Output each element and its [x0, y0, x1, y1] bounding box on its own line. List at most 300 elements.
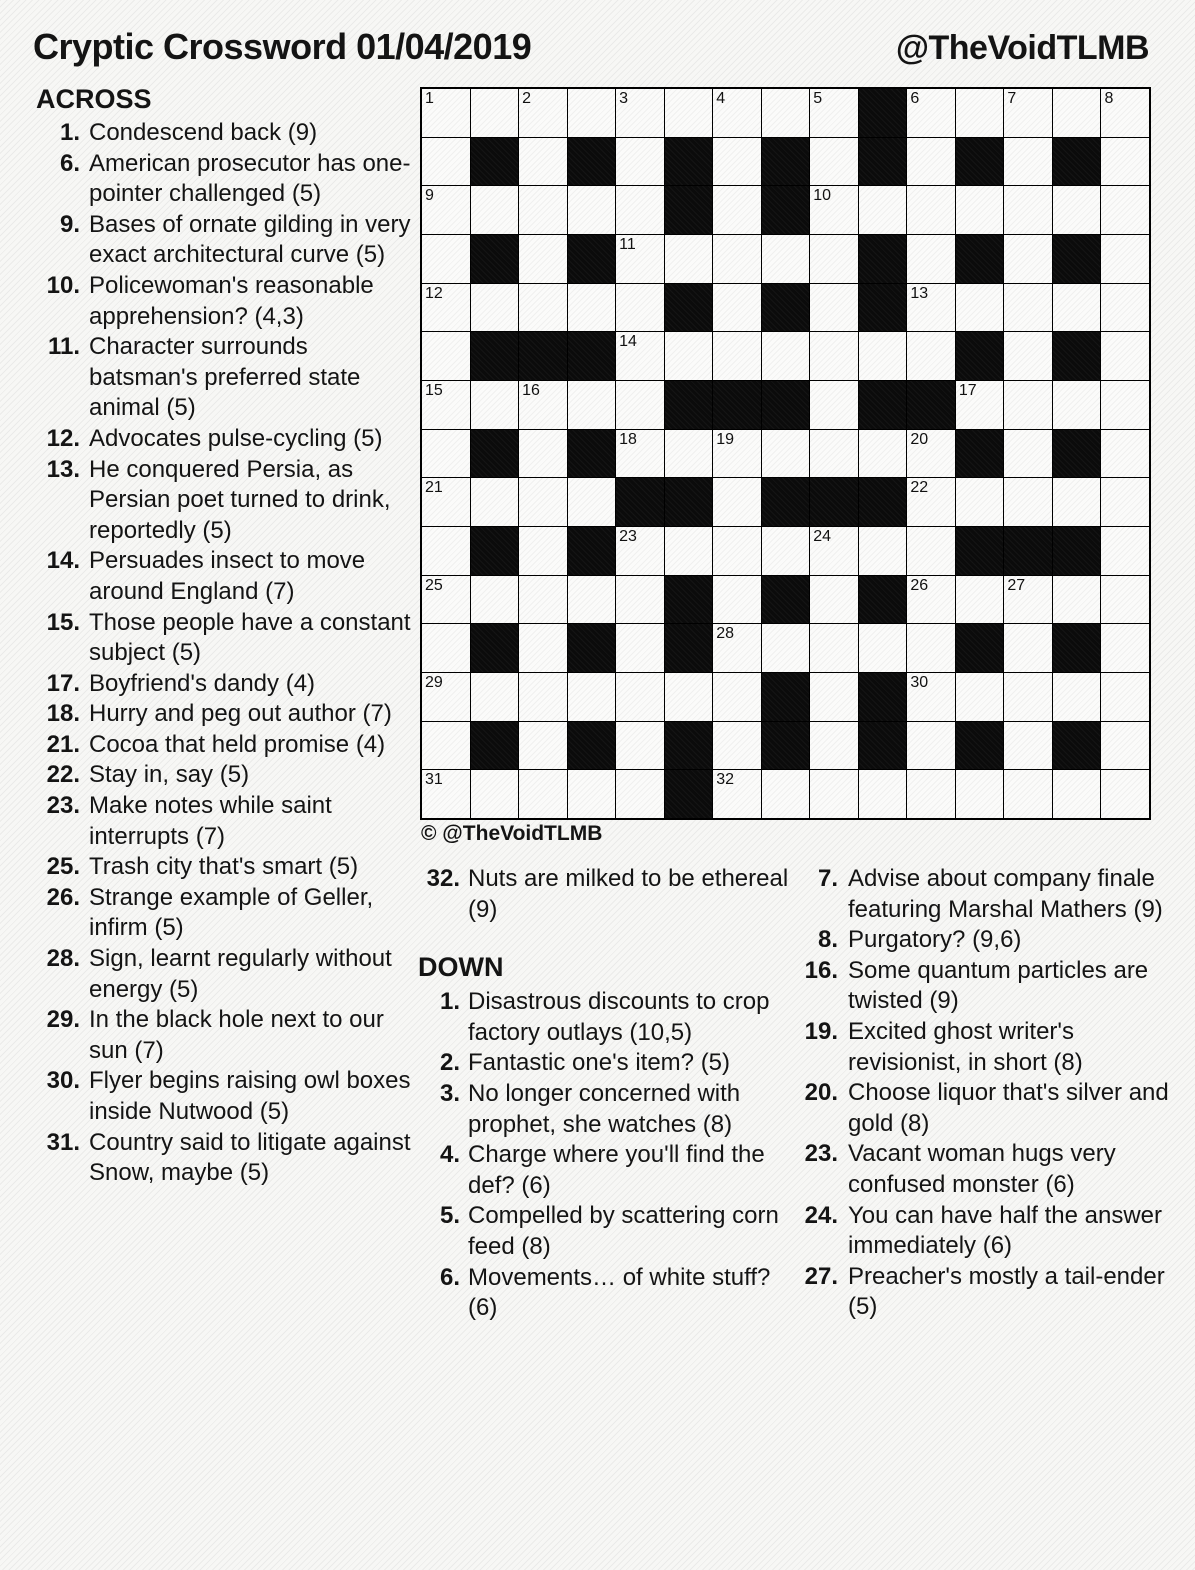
clue-number: 12. — [46, 424, 80, 452]
grid-cell-black — [568, 138, 616, 186]
grid-cell — [568, 381, 616, 429]
grid-cell — [568, 673, 616, 721]
grid-cell — [616, 186, 664, 234]
grid-cell — [519, 89, 567, 137]
clue-item — [36, 455, 413, 547]
grid-cell-black — [762, 478, 810, 526]
grid-cell — [519, 576, 567, 624]
grid-cell — [956, 89, 1004, 137]
clue-item — [36, 1066, 413, 1127]
grid-cell — [859, 624, 907, 672]
down-clue-list-1 — [418, 987, 804, 1324]
clue-text: Choose liquor that's silver and gold (8) — [848, 1079, 1169, 1137]
grid-cell-black — [471, 722, 519, 770]
grid-cell — [519, 284, 567, 332]
grid-cell — [568, 478, 616, 526]
grid-cell — [859, 430, 907, 478]
grid-cell — [762, 89, 810, 137]
grid-cell — [422, 624, 470, 672]
grid-cell-black — [956, 527, 1004, 575]
grid-cell-black — [568, 527, 616, 575]
grid-cell-black — [1053, 332, 1101, 380]
clue-item — [36, 883, 413, 944]
grid-cell — [519, 430, 567, 478]
grid-cell-black — [568, 624, 616, 672]
grid-cell-black — [568, 430, 616, 478]
grid-cell — [471, 673, 519, 721]
grid-cell — [519, 673, 567, 721]
grid-cell-black — [859, 673, 907, 721]
grid-cell-black — [1004, 527, 1052, 575]
grid-cell — [859, 332, 907, 380]
clue-text: Purgatory? (9,6) — [848, 926, 1022, 954]
clue-item — [795, 864, 1171, 925]
grid-cell — [1004, 430, 1052, 478]
grid-cell — [471, 89, 519, 137]
grid-cell — [519, 381, 567, 429]
grid-cell-black — [471, 138, 519, 186]
grid-cell — [422, 235, 470, 283]
clue-item — [36, 669, 413, 700]
cell-number: 11 — [619, 236, 636, 253]
grid-cell — [1004, 624, 1052, 672]
grid-cell — [519, 527, 567, 575]
clue-item — [418, 1048, 804, 1079]
clue-number: 24. — [804, 1201, 838, 1229]
grid-cell — [471, 284, 519, 332]
clue-number: 17. — [46, 669, 80, 697]
cell-number: 23 — [619, 528, 637, 545]
clue-number: 9. — [59, 210, 80, 238]
clue-text: Disastrous discounts to crop factory outlays (10,5) — [468, 988, 770, 1046]
clue-item — [36, 546, 413, 607]
grid-cell — [762, 624, 810, 672]
grid-cell-black — [665, 186, 713, 234]
grid-cell — [519, 478, 567, 526]
clue-number: 30. — [46, 1067, 80, 1095]
grid-cell — [422, 478, 470, 526]
cell-number: 5 — [813, 90, 823, 107]
right-clues-column — [795, 864, 1171, 1323]
clue-item — [36, 210, 413, 271]
grid-cell — [810, 235, 858, 283]
grid-cell-black — [713, 381, 761, 429]
grid-cell-black — [859, 235, 907, 283]
cell-number: 14 — [619, 333, 637, 351]
grid-cell — [422, 138, 470, 186]
grid-cell — [810, 186, 858, 234]
grid-cell — [422, 89, 470, 137]
grid-cell — [1101, 235, 1149, 283]
clue-text: Movements… of white stuff? (6) — [468, 1263, 771, 1322]
grid-cell — [713, 186, 761, 234]
grid-cell-black — [471, 430, 519, 478]
grid-cell — [616, 381, 664, 429]
author-handle: @TheVoidTLMB — [895, 29, 1149, 67]
clue-number: 15. — [46, 608, 80, 636]
clue-item — [418, 987, 804, 1048]
grid-cell-black — [762, 284, 810, 332]
grid-cell-black — [1053, 430, 1101, 478]
clue-item — [36, 149, 413, 210]
grid-cell — [762, 770, 810, 818]
grid-cell-black — [519, 332, 567, 380]
grid-cell-black — [859, 138, 907, 186]
grid-cell — [665, 430, 713, 478]
cell-number: 4 — [716, 90, 726, 107]
clue-text: Sign, learnt regularly without energy (5) — [89, 945, 392, 1003]
clue-number: 5. — [439, 1202, 460, 1230]
cell-number: 30 — [910, 674, 929, 691]
clue-number: 1. — [59, 119, 80, 146]
grid-cell — [713, 722, 761, 770]
grid-cell — [810, 430, 858, 478]
grid-cell — [810, 332, 858, 380]
grid-cell-black — [956, 722, 1004, 770]
grid-cell — [713, 770, 761, 818]
grid-cell — [616, 527, 664, 575]
clue-text: Hurry and peg out author (7) — [89, 700, 392, 728]
clue-text: No longer concerned with prophet, she watches (8) — [468, 1079, 741, 1138]
grid-cell — [907, 186, 955, 234]
across-continued-list — [418, 864, 804, 925]
grid-cell — [1101, 624, 1149, 672]
grid-cell — [568, 89, 616, 137]
grid-cell-black — [471, 624, 519, 672]
grid-cell-black — [956, 430, 1004, 478]
clue-text: Advise about company finale featuring Marshal Mathers (9) — [848, 865, 1163, 923]
grid-cell — [810, 576, 858, 624]
grid-cell — [1004, 332, 1052, 380]
clue-text: Stay in, say (5) — [89, 761, 250, 789]
clue-item — [418, 1201, 804, 1262]
grid-cell-black — [1053, 722, 1101, 770]
grid-cell — [713, 624, 761, 672]
clue-item — [36, 760, 413, 791]
grid-cell — [762, 235, 810, 283]
grid-cell — [422, 381, 470, 429]
clue-text: In the black hole next to our sun (7) — [89, 1006, 384, 1064]
clue-text: Vacant woman hugs very confused monster (6) — [848, 1140, 1116, 1198]
clue-number: 8. — [817, 926, 838, 954]
grid-cell-black — [1053, 624, 1101, 672]
clue-text: He conquered Persia, as Persian poet turned to drink, reportedly (5) — [89, 455, 391, 544]
grid-cell — [907, 284, 955, 332]
cell-number: 13 — [910, 284, 929, 302]
clue-text: Nuts are milked to be ethereal (9) — [468, 865, 789, 923]
grid-cell — [1101, 186, 1149, 234]
grid-cell-black — [810, 478, 858, 526]
grid-cell — [810, 527, 858, 575]
cell-number: 24 — [813, 528, 832, 545]
grid-cell — [422, 332, 470, 380]
grid-cell — [713, 89, 761, 137]
clue-item — [36, 1128, 413, 1189]
clue-item — [795, 956, 1171, 1017]
page-title: Cryptic Crossword 01/04/2019 — [33, 26, 532, 67]
crossword-grid — [420, 87, 1151, 820]
clue-text: Excited ghost writer's revisionist, in short (8) — [848, 1017, 1083, 1076]
clue-number: 18. — [46, 700, 80, 728]
grid-cell-black — [859, 381, 907, 429]
cell-number: 7 — [1007, 90, 1017, 107]
grid-cell — [907, 673, 955, 721]
clue-number: 19. — [804, 1017, 838, 1045]
grid-cell — [471, 770, 519, 818]
grid-cell — [616, 430, 664, 478]
clue-item — [36, 944, 413, 1005]
grid-cell — [616, 138, 664, 186]
grid-cell-black — [762, 673, 810, 721]
grid-cell — [713, 478, 761, 526]
grid-cell-black — [956, 332, 1004, 380]
clue-text: Some quantum particles are twisted (9) — [848, 956, 1149, 1015]
grid-cell — [762, 332, 810, 380]
clue-number: 2. — [439, 1049, 460, 1077]
cell-number: 25 — [425, 576, 443, 594]
grid-cell — [1101, 381, 1149, 429]
clue-number: 23. — [46, 792, 80, 820]
cell-number: 12 — [425, 284, 443, 302]
grid-cell — [422, 673, 470, 721]
grid-cell-black — [1053, 527, 1101, 575]
grid-cell — [665, 332, 713, 380]
grid-cell — [810, 624, 858, 672]
grid-cell — [616, 673, 664, 721]
grid-cell — [907, 722, 955, 770]
clue-number: 14. — [46, 547, 80, 575]
grid-cell — [713, 430, 761, 478]
grid-cell — [1053, 89, 1101, 137]
clue-text: Persuades insect to move around England (7) — [89, 547, 366, 605]
grid-cell — [1053, 478, 1101, 526]
clue-number: 13. — [46, 455, 80, 483]
clue-number: 4. — [439, 1141, 460, 1169]
clue-number: 23. — [804, 1140, 838, 1168]
grid-cell — [568, 770, 616, 818]
grid-cell — [616, 576, 664, 624]
grid-cell — [956, 576, 1004, 624]
cell-number: 21 — [425, 479, 443, 497]
grid-cell — [471, 381, 519, 429]
grid-cell — [665, 235, 713, 283]
clue-text: Boyfriend's dandy (4) — [89, 669, 316, 697]
clue-number: 28. — [46, 945, 80, 973]
clue-number: 11. — [47, 333, 80, 361]
grid-cell-black — [665, 770, 713, 818]
grid-cell — [519, 138, 567, 186]
grid-cell — [1101, 89, 1149, 137]
grid-cell — [859, 186, 907, 234]
clue-item — [36, 608, 413, 669]
clue-text: Cocoa that held promise (4) — [89, 730, 386, 758]
grid-cell — [1004, 673, 1052, 721]
clue-item — [418, 1263, 804, 1324]
grid-cell — [956, 186, 1004, 234]
cell-number: 22 — [910, 479, 929, 497]
grid-cell-black — [568, 235, 616, 283]
clue-item — [36, 1005, 413, 1066]
grid-cell — [713, 138, 761, 186]
grid-cell — [1004, 284, 1052, 332]
cell-number: 18 — [619, 430, 637, 448]
grid-cell — [810, 770, 858, 818]
grid-cell-black — [471, 332, 519, 380]
grid-cell — [616, 332, 664, 380]
grid-cell — [713, 576, 761, 624]
grid-cell — [1053, 673, 1101, 721]
grid-cell-black — [665, 722, 713, 770]
grid-cell-black — [665, 138, 713, 186]
grid-cell — [713, 284, 761, 332]
clue-item — [36, 424, 413, 455]
grid-cell — [713, 527, 761, 575]
grid-cell — [713, 235, 761, 283]
grid-cell — [907, 624, 955, 672]
grid-cell — [568, 576, 616, 624]
clue-number: 3. — [439, 1079, 460, 1107]
grid-cell — [616, 722, 664, 770]
grid-cell — [859, 770, 907, 818]
grid-cell — [519, 186, 567, 234]
clue-number: 27. — [804, 1262, 838, 1290]
clue-item — [795, 1078, 1171, 1139]
grid-cell — [1101, 722, 1149, 770]
clue-number: 7. — [817, 865, 838, 892]
copyright-line: © @TheVoidTLMB — [421, 822, 603, 845]
grid-cell — [907, 576, 955, 624]
grid-cell — [422, 186, 470, 234]
clue-number: 26. — [46, 883, 80, 911]
grid-cell — [762, 527, 810, 575]
grid-cell — [810, 89, 858, 137]
clue-item — [36, 699, 413, 730]
grid-cell — [422, 770, 470, 818]
grid-cell-black — [907, 381, 955, 429]
grid-cell — [810, 722, 858, 770]
grid-cell — [1004, 89, 1052, 137]
grid-cell — [616, 235, 664, 283]
clue-text: Condescend back (9) — [89, 119, 318, 146]
clue-number: 29. — [46, 1006, 80, 1034]
grid-cell-black — [762, 186, 810, 234]
grid-cell — [1004, 576, 1052, 624]
grid-cell-black — [665, 576, 713, 624]
grid-cell-black — [616, 478, 664, 526]
clue-text: American prosecutor has one-pointer challenged (5) — [89, 149, 411, 208]
grid-cell — [907, 235, 955, 283]
cell-number: 8 — [1104, 90, 1114, 107]
clue-text: Those people have a constant subject (5) — [89, 608, 411, 667]
clue-text: Character surrounds batsman's preferred state animal (5) — [89, 333, 361, 422]
grid-cell — [907, 478, 955, 526]
clue-item — [418, 1079, 804, 1140]
across-heading: ACROSS — [36, 84, 152, 114]
grid-cell — [422, 527, 470, 575]
grid-cell — [1101, 138, 1149, 186]
grid-cell — [616, 770, 664, 818]
grid-cell — [1004, 235, 1052, 283]
grid-cell — [422, 576, 470, 624]
grid-cell — [568, 186, 616, 234]
grid-cell — [1101, 284, 1149, 332]
clue-item — [795, 925, 1171, 956]
grid-cell-black — [762, 381, 810, 429]
grid-cell — [956, 381, 1004, 429]
clue-text: Policewoman's reasonable apprehension? (4,3) — [89, 271, 374, 330]
grid-cell — [1053, 381, 1101, 429]
clue-item — [36, 791, 413, 852]
clue-number: 21. — [46, 730, 80, 758]
grid-cell — [810, 381, 858, 429]
clue-number: 31. — [46, 1128, 80, 1156]
across-clue-list — [36, 118, 413, 1189]
grid-cell — [519, 235, 567, 283]
clue-text: Bases of ornate gilding in very exact architectural curve (5) — [89, 210, 411, 269]
grid-cell — [859, 527, 907, 575]
grid-cell — [1004, 770, 1052, 818]
clue-item — [795, 1262, 1171, 1323]
clue-number: 6. — [59, 149, 80, 177]
grid-cell-black — [471, 527, 519, 575]
grid-cell-black — [1053, 235, 1101, 283]
clue-text: Compelled by scattering corn feed (8) — [468, 1202, 779, 1260]
clue-item — [36, 271, 413, 332]
clue-item — [795, 1201, 1171, 1262]
grid-cell — [1053, 186, 1101, 234]
middle-clues-column — [418, 864, 804, 1324]
grid-cell-black — [665, 284, 713, 332]
grid-cell-black — [568, 332, 616, 380]
clue-item — [418, 1140, 804, 1201]
clue-number: 10. — [46, 271, 80, 299]
grid-cell-black — [859, 478, 907, 526]
clue-text: Make notes while saint interrupts (7) — [89, 792, 332, 850]
grid-cell-black — [471, 235, 519, 283]
clue-text: Trash city that's smart (5) — [89, 853, 359, 881]
grid-cell-black — [956, 138, 1004, 186]
clue-number: 32. — [426, 865, 460, 892]
grid-cell-black — [568, 722, 616, 770]
cell-number: 3 — [619, 90, 629, 107]
clue-number: 25. — [46, 853, 80, 881]
grid-cell — [907, 430, 955, 478]
clue-text: Flyer begins raising owl boxes inside Nutwood (5) — [89, 1067, 411, 1125]
grid-cell — [810, 138, 858, 186]
clue-text: Country said to litigate against Snow, maybe (5) — [89, 1128, 411, 1187]
grid-cell — [1004, 722, 1052, 770]
cell-number: 31 — [425, 771, 443, 789]
grid-cell — [1004, 381, 1052, 429]
grid-cell-black — [859, 722, 907, 770]
clue-number: 1. — [439, 988, 460, 1016]
grid-cell — [1004, 138, 1052, 186]
grid-cell-black — [956, 235, 1004, 283]
grid-cell — [665, 527, 713, 575]
grid-cell — [1101, 576, 1149, 624]
grid-cell-black — [665, 381, 713, 429]
grid-cell — [1101, 770, 1149, 818]
clue-number: 6. — [439, 1263, 460, 1291]
grid-cell-black — [665, 478, 713, 526]
grid-cell — [471, 478, 519, 526]
grid-cell — [616, 284, 664, 332]
grid-cell — [519, 770, 567, 818]
cell-number: 9 — [425, 187, 434, 205]
clue-text: Strange example of Geller, infirm (5) — [89, 883, 374, 942]
grid-cell — [762, 430, 810, 478]
grid-cell — [665, 673, 713, 721]
